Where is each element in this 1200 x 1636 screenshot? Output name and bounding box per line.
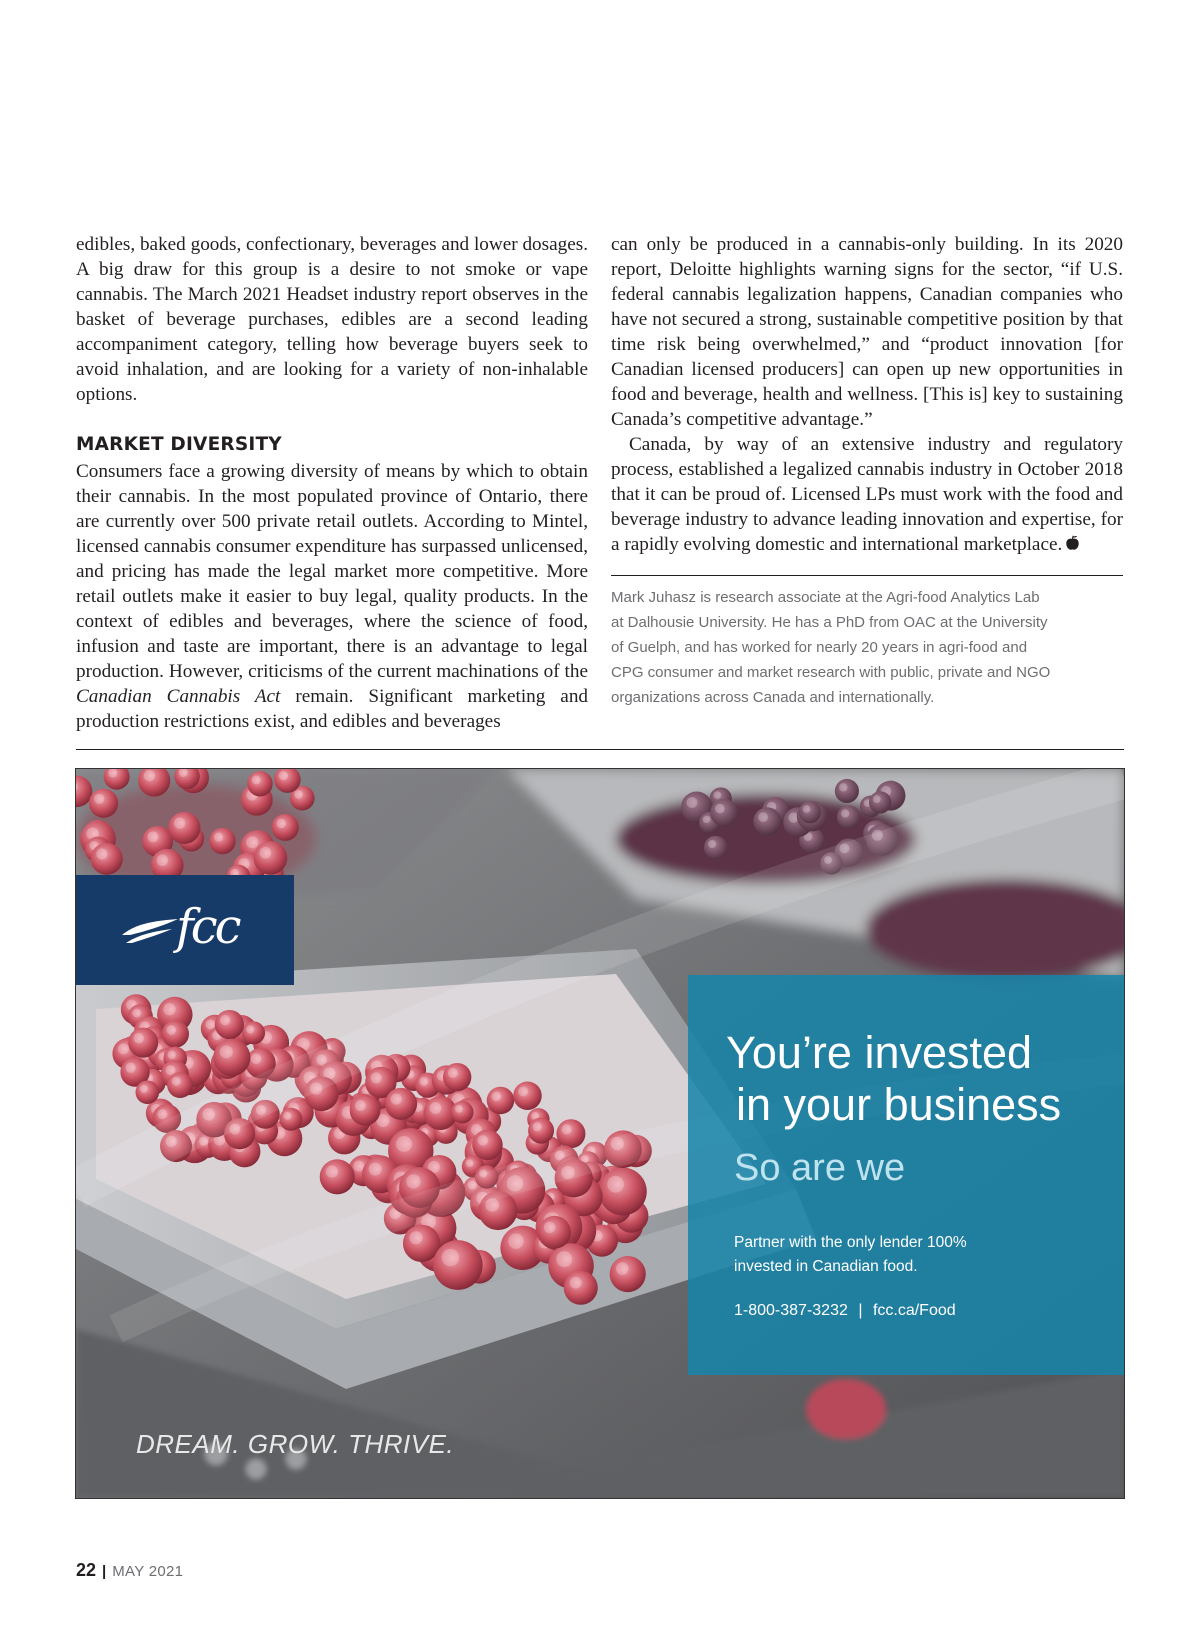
fcc-logo	[76, 875, 294, 985]
contact-separator: |	[858, 1302, 863, 1319]
raspberry	[272, 814, 299, 841]
author-bio	[611, 585, 1123, 710]
raspberry	[753, 807, 781, 835]
raspberry-frost	[687, 797, 698, 808]
raspberry-frost	[167, 1025, 177, 1035]
intro-paragraph: edibles, baked goods, confectionary, beverages and lower dosages. A big draw for this group is a desire to not smoke or vape cannabis. The March 2021 Headset industry report observes in the basket of beverage purchases, edibles are a second leading accompaniment category, telling how beverage buyers seek to avoid inhalation, and are looking for a variety of non-inhalable options.	[76, 234, 588, 405]
ad-subhead: So are we	[734, 1147, 906, 1189]
raspberry-frost	[455, 1105, 463, 1113]
raspberry-frost	[148, 831, 159, 842]
page-footer	[76, 1560, 183, 1581]
raspberry-frost	[391, 1093, 402, 1104]
raspberry	[128, 1028, 158, 1058]
raspberry-frost	[708, 840, 716, 848]
raspberry-frost	[556, 1251, 572, 1267]
raspberry-frost	[144, 770, 155, 781]
raspberry-frost	[841, 809, 849, 817]
raspberry-frost	[803, 805, 811, 813]
raspberry-frost	[294, 790, 303, 799]
raspberry-frost	[616, 1262, 629, 1275]
raspberry	[215, 1010, 244, 1039]
raspberry-frost	[163, 1003, 175, 1015]
raspberry-frost	[448, 1068, 458, 1078]
raspberry-frost	[419, 1077, 428, 1086]
raspberry-frost	[94, 794, 104, 804]
partner-line-2: invested in Canadian food.	[734, 1258, 918, 1275]
raspberry-frost	[466, 1159, 474, 1167]
bio-line: of Guelph, and has worked for nearly 20 years in agri-food and	[611, 639, 1028, 656]
raspberry	[247, 771, 272, 796]
raspberry	[710, 799, 738, 827]
fcc-advertisement[interactable]	[76, 769, 1124, 1498]
raspberry-frost	[429, 1102, 441, 1114]
raspberry-frost	[277, 819, 286, 828]
raspberry-frost	[246, 1025, 254, 1033]
raspberry	[487, 1087, 515, 1115]
raspberry	[242, 1021, 265, 1044]
raspberry	[350, 1095, 381, 1126]
footer-separator: |	[102, 1563, 107, 1580]
raspberry-frost	[442, 1249, 459, 1266]
ad-headline	[726, 1027, 1061, 1131]
raspberry-frost	[326, 1165, 338, 1177]
raspberry	[538, 1216, 571, 1249]
raspberry	[610, 1256, 646, 1292]
bio-divider	[611, 575, 1123, 576]
raspberry	[320, 1159, 355, 1194]
raspberry-frost	[714, 791, 722, 799]
phone-number[interactable]: 1-800-387-3232	[734, 1302, 848, 1319]
fcc-logo-text: fcc	[176, 899, 239, 955]
raspberry	[136, 1080, 160, 1104]
bio-line: organizations across Canada and internationally.	[611, 689, 935, 706]
market-diversity-paragraph	[76, 459, 588, 734]
bio-line: Mark Juhasz is research associate at the Agri-food Analytics Lab	[611, 589, 1040, 606]
ad-tagline: DREAM. GROW. THRIVE.	[136, 1429, 455, 1459]
raspberry-frost	[561, 1124, 571, 1134]
raspberry	[869, 791, 891, 813]
raspberry-frost	[259, 847, 271, 859]
ad-partner-text	[734, 1231, 967, 1279]
fcc-swoosh-icon	[120, 913, 180, 953]
raspberry-frost	[570, 1277, 582, 1289]
raspberry-frost	[406, 1174, 420, 1188]
raspberry-frost	[758, 812, 768, 822]
page-number: 22	[76, 1560, 97, 1580]
raspberry-frost	[544, 1222, 555, 1233]
raspberry-frost	[873, 795, 881, 803]
raspberry-frost	[607, 1176, 624, 1193]
raspberry-frost	[126, 1063, 136, 1073]
headline-line-1: You’re invested	[726, 1027, 1033, 1078]
raspberry	[599, 1168, 647, 1216]
raspberry-frost	[508, 1233, 524, 1249]
raspberry-frost	[492, 1092, 502, 1102]
apple-icon	[1065, 535, 1080, 551]
raspberry-frost	[369, 1162, 382, 1175]
raspberry	[162, 1020, 189, 1047]
raspberry-frost	[220, 1015, 230, 1025]
raspberry	[254, 841, 288, 875]
act-title: Canadian Cannabis Act	[76, 686, 281, 707]
continued-paragraph: can only be produced in a cannabis-only building. In its 2020 report, Deloitte highlights warning signs for the sector, “if U.S. federal cannabis legalization happens, Canadian companies who have not secured a strong, sustainable competitive position by that time risk being overwhelmed,” and “product innovation [for Canadian licensed producers] can open up new opportunities in food and beverage, health and wellness. [This is] key to sustaining Canada’s competitive advantage.”	[611, 234, 1123, 430]
raspberry-frost	[251, 1053, 262, 1064]
raspberry-frost	[715, 804, 725, 814]
raspberry-frost	[172, 1077, 181, 1086]
raspberry	[167, 1072, 193, 1098]
raspberry-frost	[355, 1100, 366, 1111]
raspberry-frost	[703, 816, 710, 823]
raspberry-frost	[478, 1135, 489, 1146]
left-column	[76, 232, 588, 734]
raspberry-frost	[220, 1045, 233, 1058]
raspberry-frost	[157, 1109, 167, 1119]
raspberry-frost	[246, 836, 258, 848]
raspberry-frost	[168, 1051, 176, 1059]
issue-date: MAY 2021	[112, 1563, 184, 1580]
raspberry-frost	[132, 1009, 141, 1018]
raspberry	[704, 836, 727, 859]
raspberry-frost	[166, 1065, 176, 1075]
raspberry	[528, 1118, 554, 1144]
raspberry	[556, 1119, 585, 1148]
ad-contact	[734, 1299, 956, 1323]
raspberry	[89, 789, 118, 818]
raspberry	[433, 1240, 483, 1290]
raspberry-frost	[96, 848, 107, 859]
ad-divider	[76, 749, 1124, 750]
raspberry-frost	[283, 1112, 291, 1120]
partner-line-1: Partner with the only lender 100%	[734, 1234, 967, 1251]
raspberry	[213, 1039, 250, 1076]
bio-line: CPG consumer and market research with public, private and NGO	[611, 664, 1051, 681]
body-text-continued: remain. Significant marketing and production restrictions exist, and edibles and beverages	[76, 686, 589, 732]
raspberry	[443, 1063, 471, 1091]
raspberry-frost	[214, 832, 223, 841]
raspberry	[564, 1271, 598, 1305]
raspberry	[837, 805, 861, 829]
raspberry-frost	[140, 1085, 148, 1093]
section-heading: MARKET DIVERSITY	[76, 434, 282, 455]
closing-paragraph	[611, 432, 1123, 557]
raspberry-frost	[252, 775, 261, 784]
body-text: Consumers face a growing diversity of means by which to obtain their cannabis. In the most populated province of Ontario, there are currently over 500 private retail outlets. According to Mintel, licensed cannabis consumer expenditure has surpassed unlicensed, and pricing has made the legal market more competitive. More retail outlets make it easier to buy legal, quality products. In the context of edibles and beverages, where the science of food, infusion and taste are important, there is an advantage to legal production. However, criticisms of the current machinations of the	[76, 461, 588, 682]
raspberry-frost	[396, 1136, 412, 1152]
raspberry	[91, 843, 123, 875]
headline-line-2: in your business	[736, 1079, 1062, 1130]
raspberry-frost	[206, 1020, 216, 1030]
right-column	[611, 232, 1123, 557]
raspberry	[835, 779, 859, 803]
raspberry-frost	[133, 1033, 143, 1043]
website-link[interactable]: fcc.ca/Food	[872, 1302, 956, 1319]
raspberry	[472, 1130, 502, 1160]
raspberry-frost	[533, 1122, 542, 1131]
raspberry	[513, 1082, 541, 1110]
ad-message-panel	[688, 975, 1124, 1375]
raspberry-frost	[279, 771, 288, 780]
raspberry	[799, 801, 821, 823]
raspberry	[279, 1108, 302, 1131]
raspberry-frost	[157, 855, 168, 866]
raspberry	[168, 812, 200, 844]
raspberry-frost	[118, 1043, 129, 1054]
closing-text: Canada, by way of an extensive industry and regulatory process, established a legalized cannabis industry in October 2018 that it can be proud of. Licensed LPs must work with the food and beverage industry to advance leading innovation and expertise, for a rapidly evolving domestic and international marketplace.	[611, 434, 1123, 555]
raspberry-frost	[409, 1231, 422, 1244]
raspberry-frost	[839, 783, 847, 791]
raspberry	[451, 1101, 473, 1123]
bio-line: at Dalhousie University. He has a PhD from OAC at the University	[611, 614, 1048, 631]
raspberry	[385, 1088, 417, 1120]
raspberry	[209, 828, 235, 854]
raspberry-frost	[371, 1072, 382, 1083]
raspberry-frost	[518, 1086, 528, 1096]
raspberry-frost	[174, 817, 185, 828]
